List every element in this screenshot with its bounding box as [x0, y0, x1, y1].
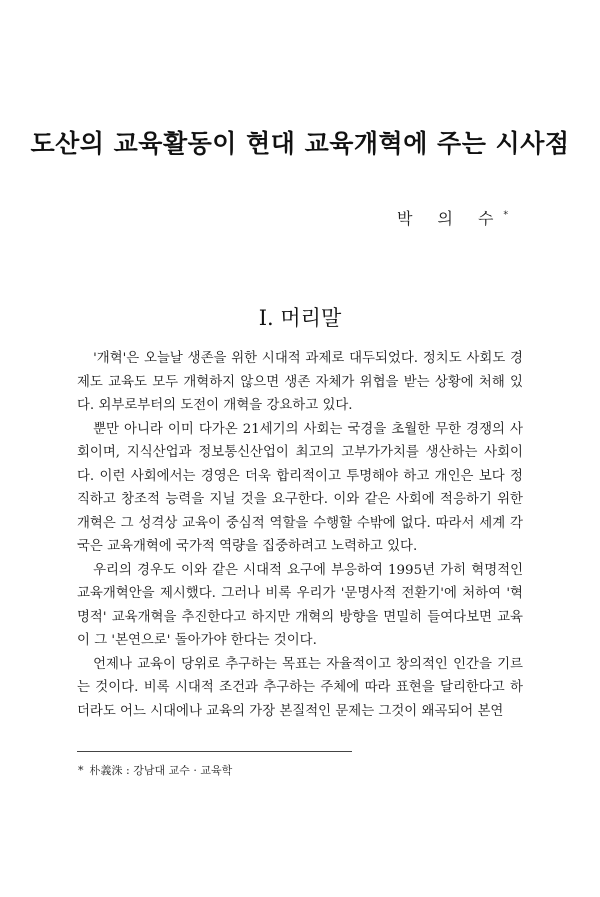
body-text — [77, 347, 523, 723]
footnote-text: 朴義洙 : 강남대 교수 · 교육학 — [89, 764, 233, 777]
footnote-divider — [77, 751, 352, 752]
author-name — [397, 206, 508, 229]
footnote-mark: * — [78, 764, 84, 777]
paragraph: 언제나 교육이 당위로 추구하는 목표는 자율적이고 창의적인 인간을 기르는 것이다. 비록 시대적 조건과 추구하는 주체에 따라 표현을 달리한다고 하더라도 어느 시대에나 교육의 가장 본질적인 문제는 그것이 왜곡되어 본연 — [77, 656, 523, 719]
footnote — [78, 762, 232, 778]
article-title: 도산의 교육활동이 현대 교육개혁에 주는 시사점 — [30, 129, 570, 158]
paragraph: '개혁'은 오늘날 생존을 위한 시대적 과제로 대두되었다. 정치도 사회도 경제도 교육도 모두 개혁하지 않으면 생존 자체가 위협을 받는 상황에 처해 있다. 외부로부터의 도전이 개혁을 강요하고 있다. — [77, 351, 523, 413]
paragraph: 우리의 경우도 이와 같은 시대적 요구에 부응하여 1995년 가히 혁명적인 교육개혁안을 제시했다. 그러나 비록 우리가 '문명사적 전환기'에 처하여 '혁명적' 교육개혁을 추진한다고 하지만 개혁의 방향을 면밀히 들여다보면 교육이 그 '본연으로' 돌아가야 한다는 것이다. — [77, 562, 523, 648]
author-footnote-mark: * — [503, 210, 508, 221]
paragraph: 뿐만 아니라 이미 다가온 21세기의 사회는 국경을 초월한 무한 경쟁의 사회이며, 지식산업과 정보통신산업이 최고의 고부가가치를 생산하는 사회이다. 이런 사회에서는 경영은 더욱 합리적이고 투명해야 하고 개인은 보다 정직하고 창조적 능력을 지닐 것을 요구한다. 이와 같은 사회에 적응하기 위한 개혁은 그 성격상 교육이 중심적 역할을 수행할 수밖에 없다. 따라서 세계 각국은 교육개혁에 국가적 역량을 집중하려고 노력하고 있다. — [77, 421, 523, 554]
section-heading: Ⅰ. 머리말 — [258, 306, 342, 330]
author-name-text: 박 의 수 — [396, 209, 504, 228]
